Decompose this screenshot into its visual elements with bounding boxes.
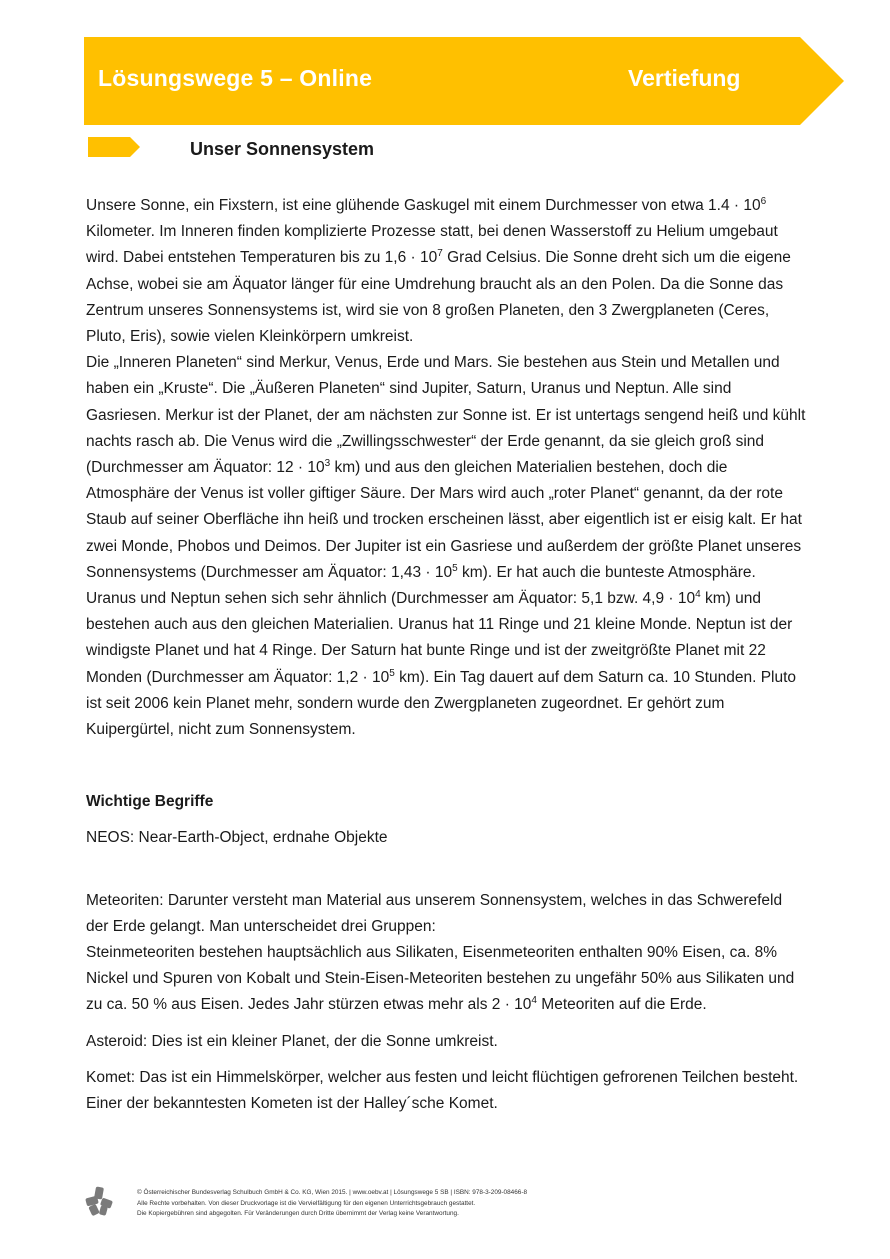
- footer-line: © Österreichischer Bundesverlag Schulbuch GmbH & Co. KG, Wien 2015. | www.oebv.at | Lösungswege 5 SB | ISBN: 978-3-209-08466-8: [137, 1189, 528, 1196]
- text-segment: Die „Inneren Planeten“ sind Merkur, Venus, Erde und Mars. Sie bestehen aus Stein und Metallen und haben ein „Kruste“. Die „Äußeren Planeten“ sind Jupiter, Saturn, Uranus und Neptun. Alle sind Gasriesen. Merkur ist der Planet, der am nächsten zur Sonne ist. Er ist untertags sengend heiß und kühlt nachts rasch ab. Die Venus wird die „Zwillingsschwester“ der Erde genannt, da sie gleich groß sind (Durchmesser am Äquator: 12 · 10: [86, 354, 806, 477]
- exponent: 6: [760, 196, 767, 207]
- text-segment: km). Ein Tag dauert auf dem Saturn ca. 10 Stunden. Pluto ist seit 2006 kein Planet mehr, sondern wurde den Zwergplaneten zugeordnet. Er gehört zum Kuipergürtel, nicht zum Sonnensystem.: [86, 668, 797, 739]
- text-segment: Grad Celsius. Die Sonne dreht sich um die eigene Achse, wobei sie am Äquator länger für eine Umdrehung braucht als an den Polen. Da die Sonne das Zentrum unseres Sonnensystems ist, wird sie von 8 großen Planeten, den 3 Zwergplaneten (Ceres, Pluto, Eris), sowie vielen Kleinkörpern umkreist.: [86, 249, 791, 346]
- content-body: [86, 193, 808, 1117]
- term-komet: Komet: Das ist ein Himmelskörper, welcher aus festen und leicht flüchtigen gefrorenen Teilchen besteht. Einer der bekanntesten Kometen ist der Halley´sche Komet.: [86, 1068, 799, 1113]
- text-segment: km) und aus den gleichen Materialien bestehen, doch die Atmosphäre der Venus ist voller giftiger Säure. Der Mars wird auch „roter Planet“ genannt, da der rote Staub auf seiner Oberfläche ihn heiß und trocken erscheinen lässt, aber eigentlich ist er eisig kalt. Er hat zwei Monde, Phobos und Deimos. Der Jupiter ist ein Gasriese und außerdem der größte Planet unseres Sonnensystems (Durchmesser am Äquator: 1,43 · 10: [86, 459, 802, 581]
- text-segment: Kilometer. Im Inneren finden komplizierte Prozesse statt, bei denen Wasserstoff zu Helium umgebaut wird. Dabei entstehen Temperaturen bis zu 1,6 · 10: [86, 223, 778, 267]
- header-title: Lösungswege 5 – Online: [98, 65, 373, 91]
- section-arrow-icon: [88, 137, 140, 157]
- footer-copyright: [137, 1188, 527, 1220]
- terms-heading: Wichtige Begriffe: [86, 793, 214, 811]
- section-title: Unser Sonnensystem: [190, 139, 375, 159]
- term-neos: NEOS: Near-Earth-Object, erdnahe Objekte: [86, 829, 388, 847]
- exponent: 5: [389, 667, 395, 679]
- footer-line: Die Kopiergebühren sind abgegolten. Für Veränderungen durch Dritte übernimmt der Verlag keine Verantwortung.: [137, 1210, 459, 1218]
- text-segment: km). Er hat auch die bunteste Atmosphäre. Uranus und Neptun sehen sich sehr ähnlich (Durchmesser am Äquator: 5,1 bzw. 4,9 · 10: [86, 563, 756, 608]
- publisher-logo-icon: [84, 1186, 114, 1216]
- term-asteroid: Asteroid: Dies ist ein kleiner Planet, der die Sonne umkreist.: [86, 1032, 498, 1050]
- text-segment: Unsere Sonne, ein Fixstern, ist eine glühende Gaskugel mit einem Durchmesser von etwa 1.4 · 10: [86, 197, 761, 214]
- exponent: 7: [437, 248, 443, 260]
- exponent: 4: [531, 995, 537, 1007]
- paragraph-sun: [86, 193, 808, 350]
- header-category: Vertiefung: [628, 65, 741, 91]
- text-segment: Steinmeteoriten bestehen hauptsächlich aus Silikaten, Eisenmeteoriten enthalten 90% Eisen, ca. 8% Nickel und Spuren von Kobalt und Stein-Eisen-Meteoriten bestehen zu ungefähr 50% aus Silikaten und zu ca. 50 % aus Eisen. Jedes Jahr stürzen etwas mehr als 2 · 10: [86, 944, 795, 1014]
- paragraph-planets: [86, 350, 808, 743]
- text-segment: Meteoriten auf die Erde.: [536, 996, 707, 1014]
- exponent: 5: [452, 562, 458, 574]
- header-banner: [84, 37, 844, 125]
- term-meteoriten: Meteoriten: Darunter versteht man Material aus unserem Sonnensystem, welches in das Schwerefeld der Erde gelangt. Man unterscheidet drei Gruppen:: [86, 891, 783, 935]
- exponent: 3: [324, 458, 331, 470]
- footer-line: Alle Rechte vorbehalten. Von dieser Druckvorlage ist die Vervielfältigung für den eigenen Unterrichtsgebrauch gestattet.: [137, 1199, 476, 1207]
- exponent: 4: [695, 589, 701, 601]
- meteoriten-groups: [86, 940, 808, 1019]
- text-segment: km) und bestehen auch aus den gleichen Materialien. Uranus hat 11 Ringe und 21 kleine Monde. Neptun ist der windigste Planet und hat 4 Ringe. Der Saturn hat bunte Ringe und ist der zweitgrößte Planet mit 22 Monden (Durchmesser am Äquator: 1,2 · 10: [86, 590, 793, 686]
